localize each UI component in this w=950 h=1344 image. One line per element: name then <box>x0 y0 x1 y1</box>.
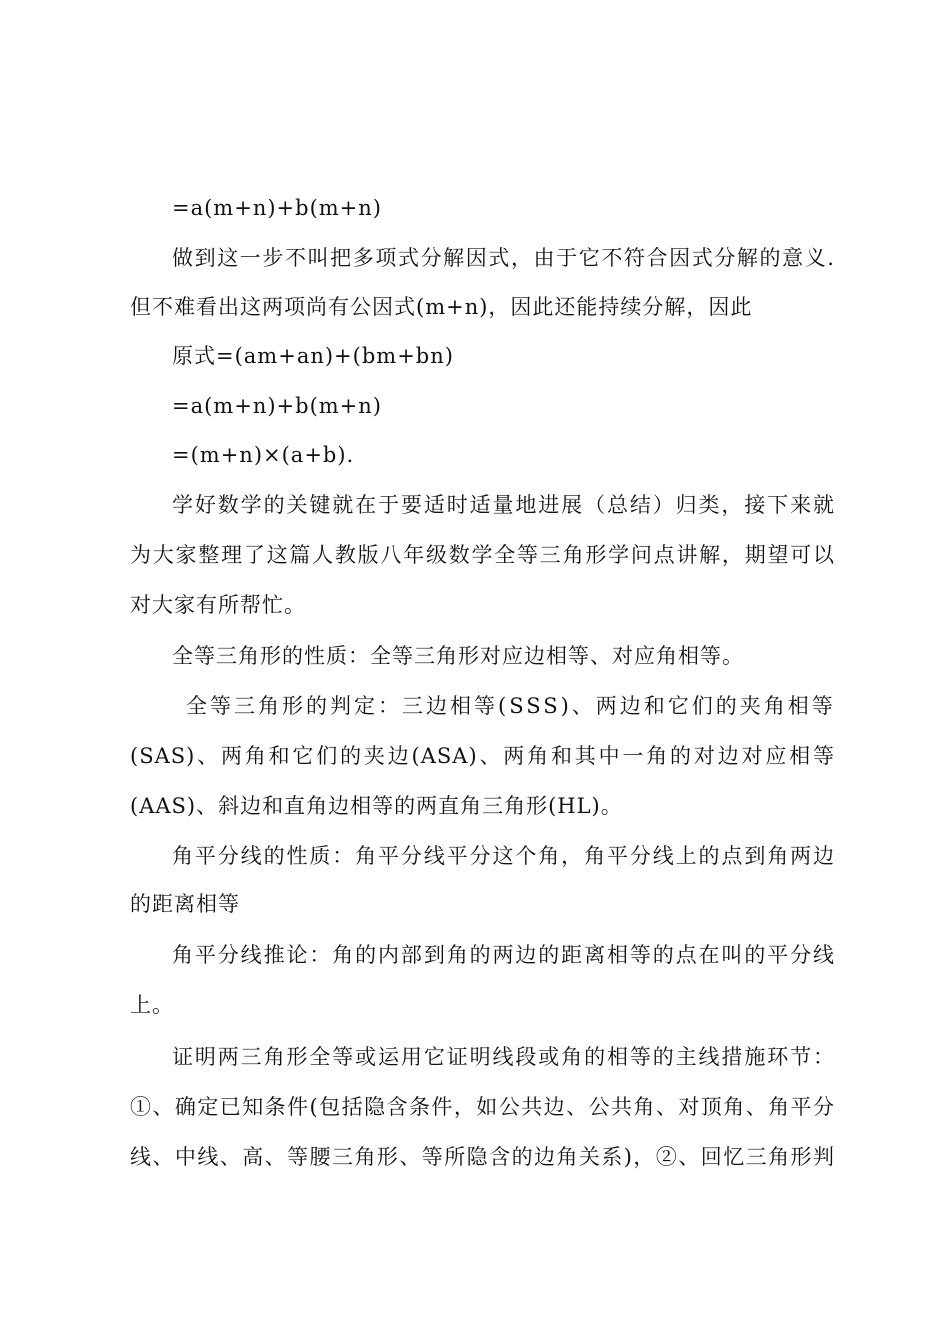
paragraph-line: 但不难看出这两项尚有公因式(m+n)，因此还能持续分解，因此 <box>130 295 753 319</box>
paragraph-line: 上。 <box>130 993 174 1017</box>
paragraph-line: (AAS)、斜边和直角边相等的两直角三角形(HL)。 <box>130 794 623 818</box>
formula-line: =a(m+n)+b(m+n) <box>172 196 382 220</box>
paragraph-line: 的距离相等 <box>130 892 240 916</box>
paragraph-line: 全等三角形的性质：全等三角形对应边相等、对应角相等。 <box>172 644 744 668</box>
formula-line: =a(m+n)+b(m+n) <box>172 394 382 418</box>
paragraph-line: 角平分线推论：角的内部到角的两边的距离相等的点在叫的平分线 <box>172 943 835 967</box>
paragraph-line: 学好数学的关键就在于要适时适量地进展（总结）归类，接下来就 <box>172 493 835 517</box>
paragraph-line: 为大家整理了这篇人教版八年级数学全等三角形学问点讲解，期望可以 <box>130 543 835 567</box>
paragraph-line: 做到这一步不叫把多项式分解因式，由于它不符合因式分解的意义. <box>172 246 835 270</box>
paragraph-line: 证明两三角形全等或运用它证明线段或角的相等的主线措施环节： <box>172 1045 835 1069</box>
paragraph-line: 全等三角形的判定：三边相等(SSS)、两边和它们的夹角相等 <box>186 694 836 718</box>
paragraph-line: 对大家有所帮忙。 <box>130 593 306 617</box>
paragraph-line: ①、确定已知条件(包括隐含条件，如公共边、公共角、对顶角、角平分 <box>130 1095 835 1119</box>
formula-line: =(m+n)×(a+b). <box>172 443 355 467</box>
paragraph-line: 线、中线、高、等腰三角形、等所隐含的边角关系)，②、回忆三角形判 <box>130 1145 835 1169</box>
paragraph-line: 角平分线的性质：角平分线平分这个角，角平分线上的点到角两边 <box>172 844 835 868</box>
paragraph-line: (SAS)、两角和它们的夹边(ASA)、两角和其中一角的对边对应相等 <box>130 744 835 768</box>
formula-line: 原式=(am+an)+(bm+bn) <box>172 344 454 368</box>
